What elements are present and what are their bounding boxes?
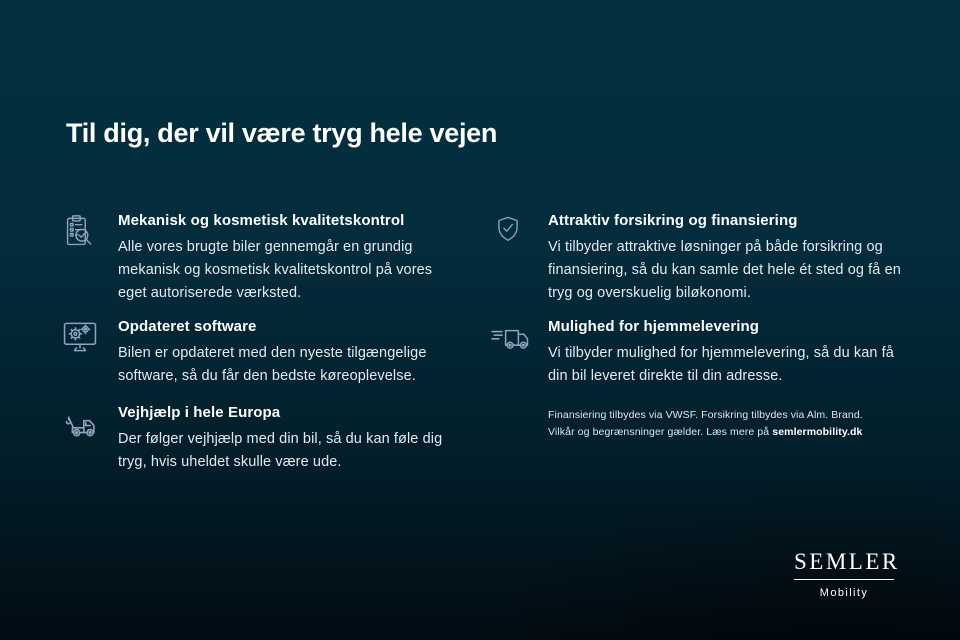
logo-divider <box>794 579 894 580</box>
feature-roadside-assistance <box>60 404 460 474</box>
logo-sub-text: Mobility <box>819 587 869 599</box>
disclaimer <box>548 407 863 441</box>
feature-title: Opdateret software <box>118 318 257 335</box>
software-update-icon <box>60 317 100 357</box>
feature-title: Attraktiv forsikring og finansiering <box>548 212 798 229</box>
inspection-checklist-icon <box>60 211 100 251</box>
shield-check-icon <box>490 211 530 247</box>
disclaimer-line2 <box>548 424 863 441</box>
feature-body: Vi tilbyder mulighed for hjemmelevering, så du kan få din bil leveret direkte til din adresse. <box>548 345 894 384</box>
feature-home-delivery <box>490 318 915 388</box>
feature-body: Vi tilbyder attraktive løsninger på både forsikring og finansiering, så du kan samle det hele ét sted og få en tryg og overskuelig biløkonomi. <box>548 239 901 301</box>
feature-body: Alle vores brugte biler gennemgår en grundig mekanisk og kosmetisk kvalitetskontrol på vores eget autoriserede værksted. <box>118 239 433 301</box>
feature-updated-software <box>60 318 460 388</box>
feature-insurance-financing <box>490 212 915 305</box>
semlermobility-link[interactable]: semlermobility.dk <box>772 426 863 438</box>
feature-quality-control <box>60 212 460 305</box>
disclaimer-line1: Finansiering tilbydes via VWSF. Forsikring tilbydes via Alm. Brand. <box>548 409 863 421</box>
feature-body: Bilen er opdateret med den nyeste tilgængelige software, så du får den bedste køreoplevelse. <box>118 345 427 384</box>
home-delivery-truck-icon <box>490 317 530 357</box>
feature-title: Mulighed for hjemmelevering <box>548 318 760 335</box>
page-title: Til dig, der vil være tryg hele vejen <box>66 118 498 148</box>
disclaimer-line2-text: Vilkår og begrænsninger gælder. Læs mere på <box>548 426 773 438</box>
semler-mobility-logo <box>794 549 900 599</box>
logo-brand-text: SEMLER <box>794 549 900 574</box>
feature-body: Der følger vejhjælp med din bil, så du kan føle dig tryg, hvis uheldet skulle være ude. <box>118 431 443 470</box>
feature-title: Vejhjælp i hele Europa <box>118 404 281 421</box>
tow-truck-icon <box>60 403 100 445</box>
feature-title: Mekanisk og kosmetisk kvalitetskontrol <box>118 212 405 229</box>
